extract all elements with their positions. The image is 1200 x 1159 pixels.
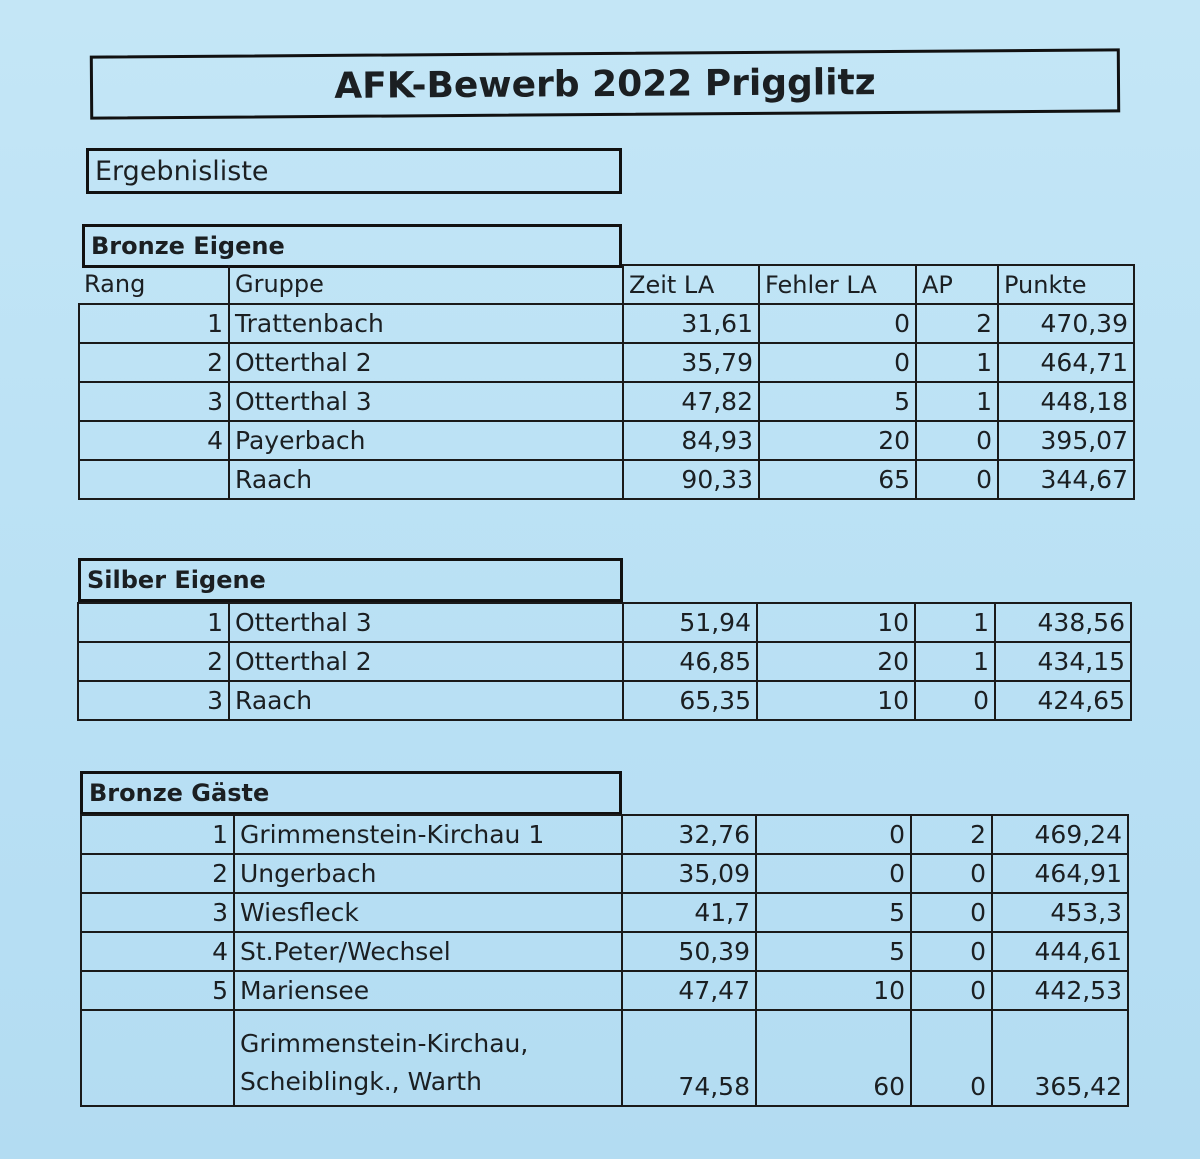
cell-rang: 2 <box>81 854 234 893</box>
table-row <box>79 304 1134 343</box>
cell-rang: 2 <box>78 642 229 681</box>
table-row <box>81 1010 1128 1106</box>
cell-rang: 1 <box>79 304 229 343</box>
cell-gruppe: Payerbach <box>229 421 623 460</box>
cell-ap: 1 <box>916 343 998 382</box>
table-row <box>79 421 1134 460</box>
cell-punkte: 344,67 <box>998 460 1134 499</box>
table-bronze-gaeste <box>80 814 1129 1107</box>
cell-punkte: 434,15 <box>995 642 1131 681</box>
section-label-bronze-eigene: Bronze Eigene <box>82 224 622 268</box>
cell-ap: 2 <box>911 815 992 854</box>
table-header-row <box>79 265 1134 304</box>
cell-fehler: 0 <box>759 304 916 343</box>
cell-fehler: 5 <box>759 382 916 421</box>
cell-gruppe: Mariensee <box>234 971 622 1010</box>
table-row <box>81 971 1128 1010</box>
cell-ap: 2 <box>916 304 998 343</box>
cell-punkte: 448,18 <box>998 382 1134 421</box>
cell-zeit: 47,82 <box>623 382 759 421</box>
cell-punkte: 470,39 <box>998 304 1134 343</box>
cell-ap: 0 <box>911 1010 992 1106</box>
cell-gruppe: Otterthal 3 <box>229 603 623 642</box>
cell-ap: 0 <box>915 681 995 720</box>
cell-zeit: 84,93 <box>623 421 759 460</box>
cell-gruppe: Trattenbach <box>229 304 623 343</box>
column-header-rang: Rang <box>79 265 229 304</box>
results-list-label: Ergebnisliste <box>86 148 622 194</box>
cell-ap: 0 <box>916 460 998 499</box>
cell-punkte: 464,71 <box>998 343 1134 382</box>
table-row <box>81 815 1128 854</box>
cell-gruppe: Ungerbach <box>234 854 622 893</box>
cell-gruppe: Raach <box>229 681 623 720</box>
cell-gruppe: Otterthal 3 <box>229 382 623 421</box>
table-row <box>81 932 1128 971</box>
cell-fehler: 5 <box>756 893 911 932</box>
column-header-zeit: Zeit LA <box>623 265 759 304</box>
cell-gruppe: St.Peter/Wechsel <box>234 932 622 971</box>
table-row <box>79 343 1134 382</box>
cell-rang: 1 <box>81 815 234 854</box>
cell-punkte: 444,61 <box>992 932 1128 971</box>
cell-rang: 4 <box>79 421 229 460</box>
cell-rang: 2 <box>79 343 229 382</box>
cell-gruppe: Grimmenstein-Kirchau, Scheiblingk., Warth <box>234 1010 622 1106</box>
table-row <box>78 603 1131 642</box>
cell-fehler: 0 <box>759 343 916 382</box>
cell-zeit: 35,09 <box>622 854 756 893</box>
cell-ap: 0 <box>911 971 992 1010</box>
column-header-punkte: Punkte <box>998 265 1134 304</box>
cell-zeit: 50,39 <box>622 932 756 971</box>
cell-zeit: 32,76 <box>622 815 756 854</box>
cell-punkte: 442,53 <box>992 971 1128 1010</box>
cell-punkte: 469,24 <box>992 815 1128 854</box>
cell-zeit: 46,85 <box>623 642 757 681</box>
cell-zeit: 35,79 <box>623 343 759 382</box>
column-header-fehler: Fehler LA <box>759 265 916 304</box>
cell-fehler: 65 <box>759 460 916 499</box>
cell-rang <box>79 460 229 499</box>
cell-gruppe: Otterthal 2 <box>229 343 623 382</box>
document-title: AFK-Bewerb 2022 Prigglitz <box>90 48 1120 119</box>
table-row <box>81 854 1128 893</box>
cell-ap: 0 <box>911 932 992 971</box>
table-bronze-eigene <box>78 264 1135 500</box>
cell-punkte: 395,07 <box>998 421 1134 460</box>
cell-ap: 1 <box>915 642 995 681</box>
cell-ap: 0 <box>916 421 998 460</box>
cell-rang: 1 <box>78 603 229 642</box>
cell-rang: 3 <box>78 681 229 720</box>
column-header-gruppe: Gruppe <box>229 265 623 304</box>
cell-punkte: 365,42 <box>992 1010 1128 1106</box>
cell-ap: 0 <box>911 893 992 932</box>
table-silber-eigene <box>77 602 1132 721</box>
cell-fehler: 20 <box>759 421 916 460</box>
cell-fehler: 5 <box>756 932 911 971</box>
cell-fehler: 20 <box>757 642 915 681</box>
cell-punkte: 438,56 <box>995 603 1131 642</box>
cell-zeit: 51,94 <box>623 603 757 642</box>
table-row <box>79 460 1134 499</box>
cell-gruppe: Wiesfleck <box>234 893 622 932</box>
cell-punkte: 424,65 <box>995 681 1131 720</box>
cell-zeit: 74,58 <box>622 1010 756 1106</box>
column-header-ap: AP <box>916 265 998 304</box>
cell-punkte: 464,91 <box>992 854 1128 893</box>
cell-rang <box>81 1010 234 1106</box>
cell-gruppe: Raach <box>229 460 623 499</box>
cell-zeit: 65,35 <box>623 681 757 720</box>
cell-fehler: 0 <box>756 854 911 893</box>
cell-zeit: 90,33 <box>623 460 759 499</box>
cell-gruppe: Grimmenstein-Kirchau 1 <box>234 815 622 854</box>
section-label-silber-eigene: Silber Eigene <box>78 558 623 602</box>
cell-fehler: 60 <box>756 1010 911 1106</box>
cell-rang: 4 <box>81 932 234 971</box>
cell-fehler: 0 <box>756 815 911 854</box>
cell-gruppe: Otterthal 2 <box>229 642 623 681</box>
cell-rang: 5 <box>81 971 234 1010</box>
cell-fehler: 10 <box>756 971 911 1010</box>
cell-zeit: 47,47 <box>622 971 756 1010</box>
table-row <box>81 893 1128 932</box>
table-row <box>79 382 1134 421</box>
cell-ap: 1 <box>915 603 995 642</box>
cell-ap: 1 <box>916 382 998 421</box>
cell-fehler: 10 <box>757 603 915 642</box>
table-row <box>78 642 1131 681</box>
cell-fehler: 10 <box>757 681 915 720</box>
section-label-bronze-gaeste: Bronze Gäste <box>80 771 622 815</box>
cell-ap: 0 <box>911 854 992 893</box>
cell-rang: 3 <box>81 893 234 932</box>
cell-punkte: 453,3 <box>992 893 1128 932</box>
cell-zeit: 31,61 <box>623 304 759 343</box>
table-row <box>78 681 1131 720</box>
cell-zeit: 41,7 <box>622 893 756 932</box>
cell-rang: 3 <box>79 382 229 421</box>
